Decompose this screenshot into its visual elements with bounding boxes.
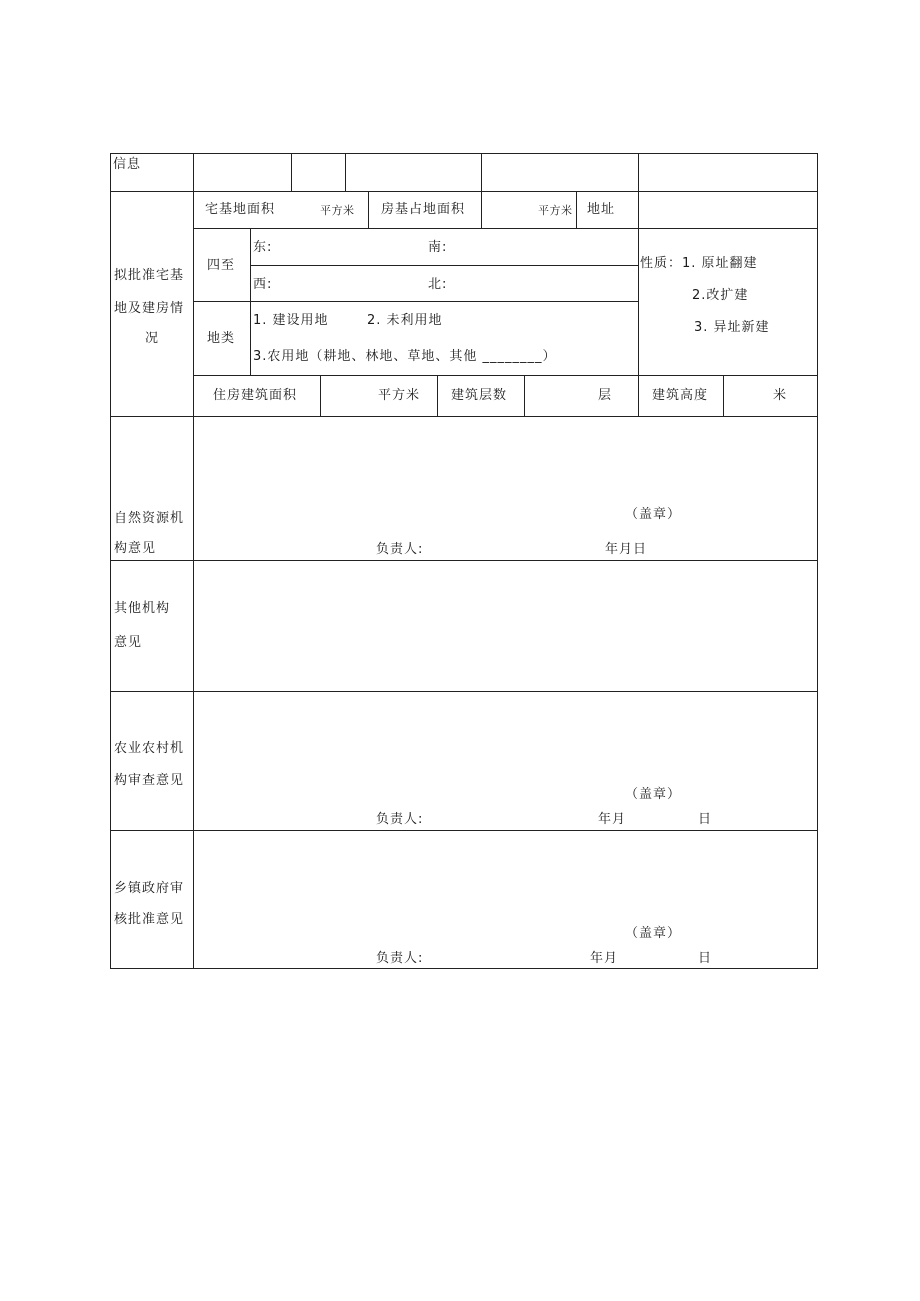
floors-unit: 层	[598, 388, 613, 403]
table-border-bottom	[110, 968, 818, 969]
land-type-label: 地类	[207, 331, 236, 346]
row-divider	[110, 416, 818, 417]
row-divider	[193, 228, 818, 229]
land-type-unused: 2. 未利用地	[367, 313, 443, 328]
row-divider	[110, 191, 818, 192]
col-divider	[481, 153, 482, 228]
land-type-agricultural: 3.农用地（耕地、林地、草地、其他 ________）	[253, 349, 557, 364]
row-divider	[110, 830, 818, 831]
row-divider	[193, 375, 818, 376]
nature-new-site: 3. 异址新建	[694, 320, 770, 335]
agriculture-day: 日	[698, 812, 713, 827]
land-type-construction: 1. 建设用地	[253, 313, 329, 328]
township-label-line2: 核批准意见	[114, 912, 185, 927]
col-divider	[320, 375, 321, 416]
natural-resources-label-line1: 自然资源机	[114, 511, 185, 526]
nature-rebuild-in-place: 性质：1. 原址翻建	[640, 256, 758, 271]
info-row-label: 信息	[113, 157, 142, 172]
land-area-label: 宅基地面积	[205, 202, 276, 217]
table-border-right	[817, 153, 818, 969]
col-divider	[368, 191, 369, 228]
agriculture-label-line2: 构审查意见	[114, 773, 185, 788]
township-label-line1: 乡镇政府审	[114, 881, 185, 896]
site-section-label-line3: 况	[145, 331, 160, 346]
table-border-top	[110, 153, 818, 154]
agriculture-month: 年月	[598, 812, 627, 827]
floor-area-label: 住房建筑面积	[213, 388, 298, 403]
natural-resources-date: 年月日	[605, 542, 648, 557]
site-section-label-line1: 拟批准宅基	[114, 268, 185, 283]
nature-expansion: 2.改扩建	[692, 288, 749, 303]
row-divider	[110, 691, 818, 692]
township-month: 年月	[590, 951, 619, 966]
table-border-left	[110, 153, 111, 969]
township-person: 负责人:	[376, 951, 424, 966]
agriculture-person: 负责人:	[376, 812, 424, 827]
label-column-divider	[193, 153, 194, 969]
row-divider	[110, 560, 818, 561]
col-divider	[345, 153, 346, 191]
other-agency-label-line2: 意见	[114, 635, 143, 650]
col-divider	[524, 375, 525, 416]
col-divider	[250, 228, 251, 375]
col-divider	[437, 375, 438, 416]
boundaries-label: 四至	[207, 258, 236, 273]
natural-resources-seal: （盖章）	[625, 507, 682, 522]
row-divider	[193, 301, 638, 302]
township-day: 日	[698, 951, 713, 966]
east-boundary-label: 东:	[253, 240, 273, 255]
floor-area-unit: 平方米	[378, 388, 421, 403]
natural-resources-label-line2: 构意见	[114, 541, 157, 556]
col-divider	[576, 191, 577, 228]
address-label: 地址	[587, 202, 616, 217]
height-unit: 米	[773, 388, 788, 403]
row-divider	[250, 265, 638, 266]
house-area-label: 房基占地面积	[381, 202, 466, 217]
west-boundary-label: 西:	[253, 277, 273, 292]
height-label: 建筑高度	[652, 388, 709, 403]
site-section-label-line2: 地及建房情	[114, 301, 185, 316]
agriculture-seal: （盖章）	[625, 787, 682, 802]
land-area-unit: 平方米	[320, 204, 355, 217]
agriculture-label-line1: 农业农村机	[114, 741, 185, 756]
floors-label: 建筑层数	[451, 388, 508, 403]
township-seal: （盖章）	[625, 926, 682, 941]
col-divider	[638, 153, 639, 416]
col-divider	[291, 153, 292, 191]
other-agency-label-line1: 其他机构	[114, 601, 171, 616]
natural-resources-person: 负责人:	[376, 542, 424, 557]
north-boundary-label: 北:	[428, 277, 448, 292]
house-area-unit: 平方米	[538, 204, 573, 217]
south-boundary-label: 南:	[428, 240, 448, 255]
col-divider	[723, 375, 724, 416]
